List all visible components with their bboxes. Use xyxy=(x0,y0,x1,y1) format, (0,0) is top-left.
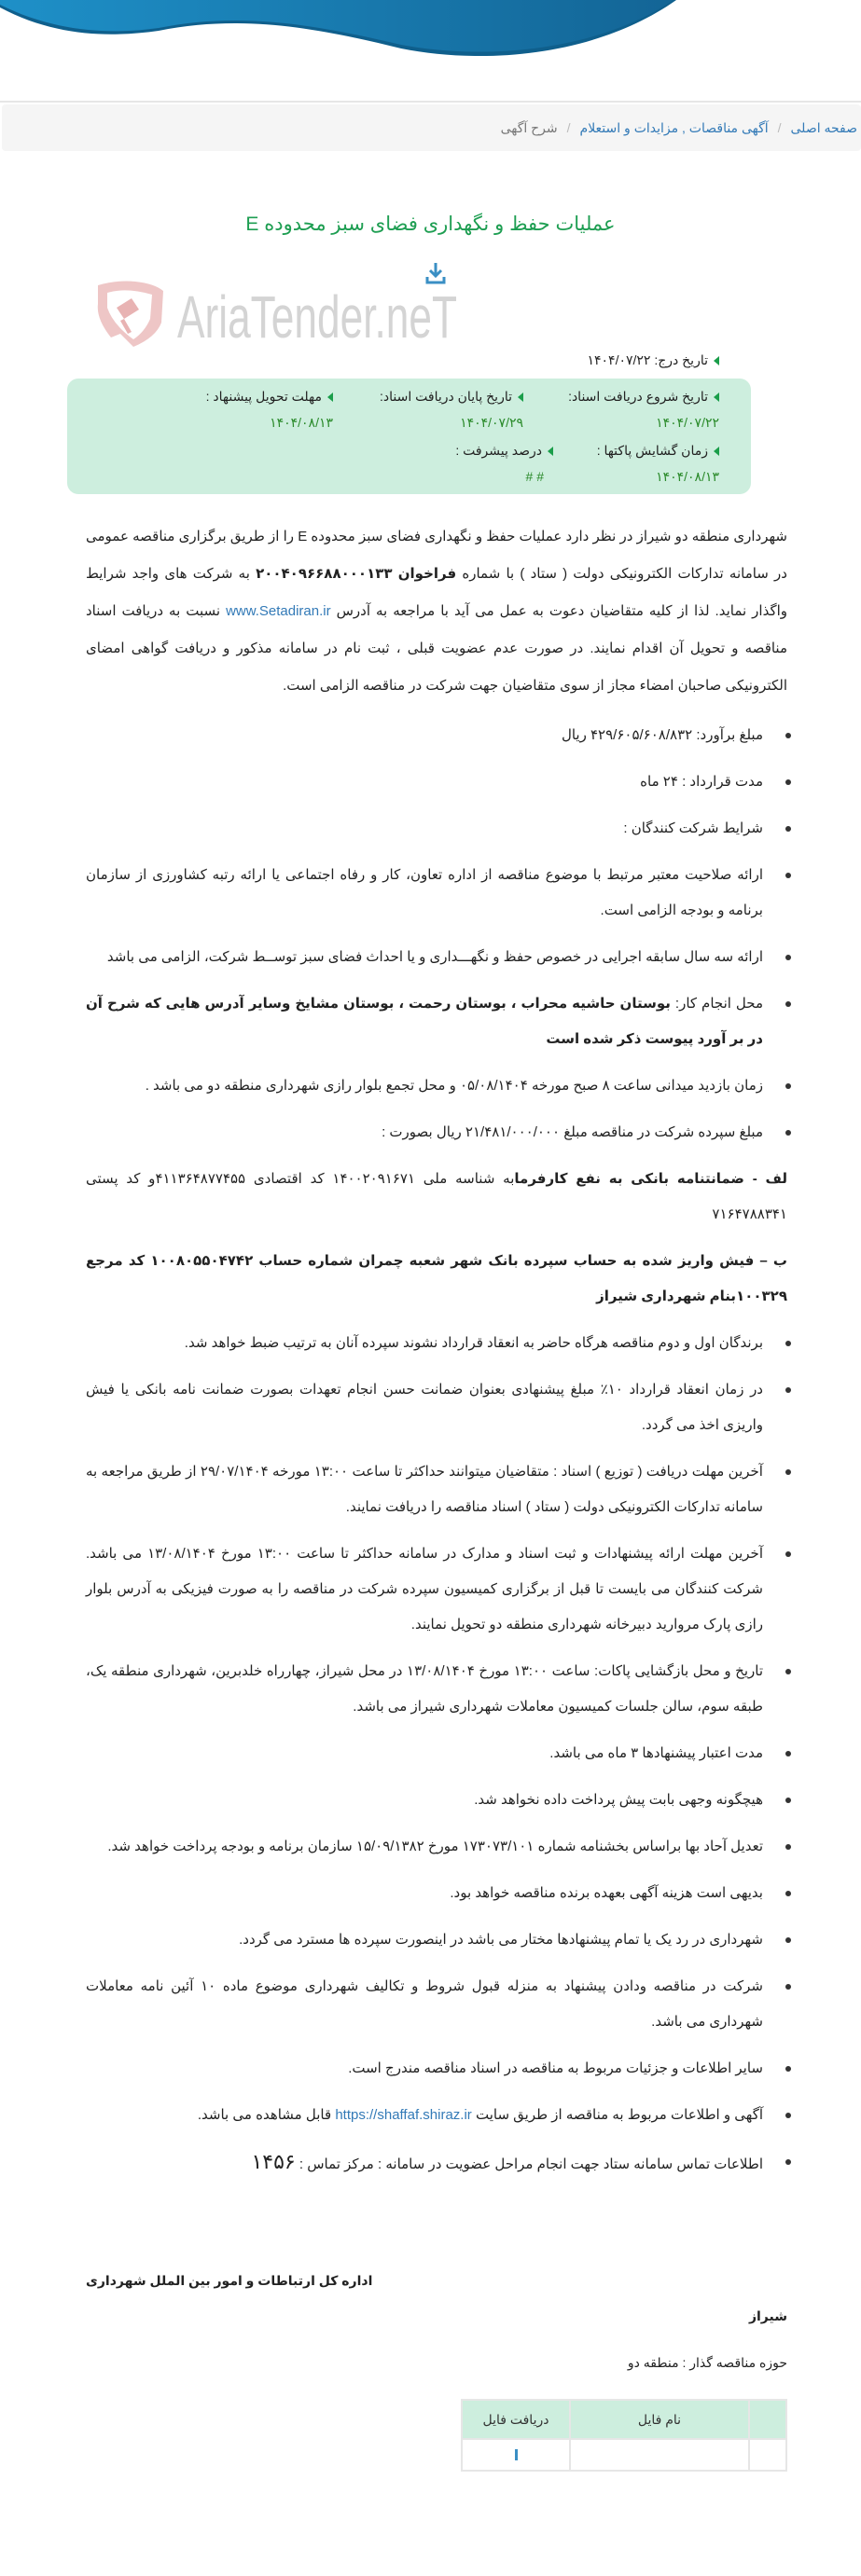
item-text: ارائه سه سال سابقه اجرایی در خصوص حفظ و نگهـــداری و یا احداث فضای سبز توســط شرکت، الزامی می باشد xyxy=(106,949,763,965)
item-text: لف - ضمانتنامه بانکی به نفع کارفرما xyxy=(514,1171,787,1187)
external-link[interactable]: https://shaffaf.shiraz.ir xyxy=(335,2107,472,2123)
doc-start-value: ۱۴۰۴/۰۷/۲۲ xyxy=(656,415,719,430)
opening-label: زمان گشایش پاکتها : xyxy=(596,443,708,458)
files-table-header xyxy=(462,2400,786,2439)
list-item xyxy=(86,2051,804,2087)
item-text: بوستان حاشیه محراب ، بوستان رحمت ، بوستان مشایخ وسایر آدرس هایی که شرح آن در بر آورد پیوست ذکر شده است xyxy=(86,996,763,1047)
list-item xyxy=(86,2144,804,2183)
list-item xyxy=(86,1454,804,1525)
list-item xyxy=(86,858,804,929)
doc-start-date xyxy=(568,388,719,431)
bid-deadline-label: مهلت تحویل پیشنهاد : xyxy=(205,389,322,404)
watermark-text: AriaTender.neT xyxy=(177,283,457,351)
list-item xyxy=(86,1326,804,1361)
item-text: هیچگونه وجهی بابت پیش پرداخت داده نخواهد شد. xyxy=(474,1792,763,1808)
list-item xyxy=(86,1876,804,1911)
item-text: تاریخ و محل بازگشایی پاکات: ساعت ۱۳:۰۰ مورخ ۱۳/۰۸/۱۴۰۴ در محل شیراز، چهارراه خلدبرین، شهرداری منطقه یک، طبقه سوم، سالن جلسات کمیسیون معاملات شهرداری شیراز می باشد. xyxy=(86,1663,764,1715)
item-text: محل انجام کار: xyxy=(670,996,763,1012)
item-text: آخرین مهلت ارائه پیشنهادات و ثبت اسناد و مدارک در سامانه حداکثر تا ساعت ۱۳:۰۰ مورخ ۱۳/۰۸/۱۴۰۴ می باشد. شرکت کنندگان می بایست تا قبل از برگزاری کمیسیون سپرده شرکت در مناقصه را به صورت فیزیکی به آدرس بلوار رازی پارک مروارید دبیرخانه شهرداری منطقه دو تحویل نمایند. xyxy=(86,1546,763,1632)
item-text: برندگان اول و دوم مناقصه هرگاه حاضر به انعقاد قرارداد نشوند سپرده آنان به ترتیب ضبط خواهد شد. xyxy=(184,1335,763,1351)
list-item xyxy=(86,765,804,800)
item-text: ارائه صلاحیت معتبر مرتبط با موضوع مناقصه از اداره تعاون، کار و رفاه اجتماعی یا ارائه رتبه کشاورزی از سازمان برنامه و بودجه الزامی است. xyxy=(86,867,763,918)
table-row xyxy=(462,2439,786,2471)
opening-date xyxy=(597,442,719,485)
list-item xyxy=(86,1536,804,1643)
download-icon[interactable] xyxy=(515,2449,518,2460)
posted-date-label: تاریخ درج: xyxy=(654,352,708,367)
item-text: به شناسه ملی ۱۴۰۰۲۰۹۱۶۷۱ کد اقتصادی ۴۱۱۳۶۴۸۷۷۴۵۵و کد پستی ۷۱۶۴۷۸۸۳۴۱ xyxy=(86,1171,787,1222)
files-table xyxy=(461,2399,787,2472)
list-item xyxy=(86,1783,804,1818)
list-item xyxy=(86,1969,804,2040)
call-number: فراخوان ۲۰۰۴۰۹۶۶۸۸۰۰۰۱۳۳ xyxy=(256,566,457,582)
file-name xyxy=(570,2439,749,2471)
header-divider xyxy=(0,101,861,103)
item-text: شرکت در مناقصه ودادن پیشنهاد به منزله قبول شروط و تکالیف شهرداری موضوع ماده ۱۰ آئین نامه معاملات شهرداری می باشد. xyxy=(86,1978,763,2030)
file-download[interactable] xyxy=(462,2439,570,2471)
breadcrumb-home-link[interactable]: صفحه اصلی xyxy=(790,120,857,135)
setadiran-link[interactable]: www.Setadiran.ir xyxy=(226,603,331,619)
list-item xyxy=(86,2098,804,2133)
deposit-option-paragraph xyxy=(86,1244,804,1315)
conditions-list xyxy=(86,718,804,2183)
item-text: در زمان انعقاد قرارداد ۱۰٪ مبلغ پیشنهادی بعنوان ضمانت حسن انجام تعهدات بصورت ضمانت نامه بانکی یا فیش واریزی اخذ می گردد. xyxy=(86,1382,763,1433)
tender-zone: حوزه مناقصه گذار : منطقه دو xyxy=(627,2355,787,2370)
breadcrumb-section-link[interactable]: آگهی مناقصات , مزایدات و استعلام xyxy=(579,120,769,135)
col-index xyxy=(749,2400,786,2439)
list-item xyxy=(86,1372,804,1443)
list-item xyxy=(86,1736,804,1771)
item-text: مبلغ سپرده شرکت در مناقصه مبلغ ۲۱/۴۸۱/۰۰۰/۰۰۰ ریال بصورت : xyxy=(382,1124,763,1140)
item-text: سایر اطلاعات و جزئیات مربوط به مناقصه در اسناد مناقصه مندرج است. xyxy=(348,2060,763,2076)
posted-date-value: ۱۴۰۴/۰۷/۲۲ xyxy=(587,352,651,367)
intro-paragraph xyxy=(86,518,804,705)
list-item xyxy=(86,1115,804,1150)
list-item xyxy=(86,1068,804,1104)
item-text: شرایط شرکت کنندگان : xyxy=(623,820,763,836)
list-item xyxy=(86,1654,804,1725)
item-text: مدت اعتبار پیشنهادها ۳ ماه می باشد. xyxy=(549,1745,763,1761)
list-item xyxy=(86,718,804,753)
doc-end-date xyxy=(380,388,523,431)
announcement-body xyxy=(86,518,804,2472)
breadcrumb-separator: / xyxy=(566,120,571,135)
progress-percent xyxy=(455,442,553,485)
doc-start-label: تاریخ شروع دریافت اسناد: xyxy=(568,389,708,404)
deposit-option-paragraph xyxy=(86,1162,804,1233)
bid-deadline xyxy=(206,388,333,431)
call-center-number: ۱۴۵۶ xyxy=(251,2150,296,2173)
caret-left-icon xyxy=(714,447,719,456)
caret-left-icon xyxy=(518,393,523,402)
doc-end-label: تاریخ پایان دریافت اسناد: xyxy=(380,389,512,404)
bid-deadline-value: ۱۴۰۴/۰۸/۱۳ xyxy=(270,415,333,430)
col-file-download: دریافت فایل xyxy=(462,2400,570,2439)
caret-left-icon xyxy=(327,393,333,402)
progress-value: # # xyxy=(525,469,544,484)
list-item xyxy=(86,986,804,1057)
intro-text: به شرکت های واجد شرایط واگذار نماید. لذا از کلیه متقاضیان دعوت به عمل می آید با مراجعه به آدرس xyxy=(86,566,788,619)
item-text: شهرداری در رد یک یا تمام پیشنهادها مختار می باشد در اینصورت سپرده ها مسترد می گردد. xyxy=(239,1932,763,1948)
item-text: مدت قرارداد : ۲۴ ماه xyxy=(640,774,763,790)
header-wave-decoration xyxy=(0,0,861,65)
item-text: ب – فیش واریز شده به حساب سپرده بانک شهر شعبه چمران شماره حساب ۱۰۰۸۰۵۵۰۴۷۴۲ کد مرجع ۱۰۰۳۲۹بنام شهرداری شیراز xyxy=(86,1253,787,1304)
item-text: اطلاعات تماس سامانه ستاد جهت انجام مراحل عضویت در سامانه : مرکز تماس : xyxy=(295,2156,763,2172)
caret-left-icon xyxy=(714,393,719,402)
posted-date xyxy=(588,352,720,368)
list-item xyxy=(86,811,804,847)
doc-end-value: ۱۴۰۴/۰۷/۲۹ xyxy=(460,415,523,430)
list-item xyxy=(86,1829,804,1865)
list-item xyxy=(86,940,804,975)
item-text: تعدیل آحاد بها براساس بخشنامه شماره ۱۷۳۰۷۳/۱۰۱ مورخ ۱۵/۰۹/۱۳۸۲ سازمان برنامه و بودجه پرداخت خواهد شد. xyxy=(107,1839,763,1854)
intro-text: شهرداری منطقه دو شیراز در نظر دارد عملیات حفظ و نگهداری فضای سبز محدوده E را از طریق برگزاری مناقصه عمومی در سامانه تدارکات الکترونیکی دولت ( ستاد ) با شماره xyxy=(86,529,787,582)
file-index xyxy=(749,2439,786,2471)
progress-label: درصد پیشرفت : xyxy=(455,443,542,458)
breadcrumb-current: شرح آگهی xyxy=(500,120,558,135)
caret-left-icon xyxy=(714,356,719,365)
ariatender-watermark-logo xyxy=(89,280,536,351)
page-title: عملیات حفظ و نگهداری فضای سبز محدوده E xyxy=(245,214,616,235)
item-text: آخرین مهلت دریافت ( توزیع ) اسناد : متقاضیان میتوانند حداکثر تا ساعت ۱۳:۰۰ مورخه ۲۹/۰۷/۱۴۰۴ از طریق مراجعه به سامانه تدارکات الکترونیکی دولت ( ستاد ) اسناد مناقصه را دریافت نمایند. xyxy=(86,1464,763,1515)
col-file-name: نام فایل xyxy=(570,2400,749,2439)
breadcrumb xyxy=(2,104,861,151)
caret-left-icon xyxy=(548,447,553,456)
intro-text: نسبت به دریافت اسناد مناقصه و تحویل آن اقدام نمایند. در صورت عدم عضویت قبلی ، ثبت نام در سامانه مذکور و دریافت گواهی امضای الکترونیکی صاحبان امضاء مجاز از سوی متقاضیان جهت شرکت در مناقصه الزامی است. xyxy=(86,603,787,694)
signature-line2: شیراز xyxy=(748,2308,787,2323)
signature-line1: اداره کل ارتباطات و امور بین الملل شهرداری xyxy=(86,2273,373,2288)
item-text: مبلغ برآورد: ۴۲۹/۶۰۵/۶۰۸/۸۳۲ ریال xyxy=(561,727,763,743)
item-text: آگهی و اطلاعات مربوط به مناقصه از طریق سایت xyxy=(471,2107,763,2123)
item-text: زمان بازدید میدانی ساعت ۸ صبح مورخه ۰۵/۰۸/۱۴۰۴ و محل تجمع بلوار رازی شهرداری منطقه دو می باشد . xyxy=(145,1078,763,1094)
breadcrumb-separator: / xyxy=(777,120,782,135)
list-item xyxy=(86,1922,804,1958)
item-text: بدیهی است هزینه آگهی بعهده برنده مناقصه خواهد بود. xyxy=(450,1885,763,1901)
item-text: قابل مشاهده می باشد. xyxy=(197,2107,336,2123)
opening-value: ۱۴۰۴/۰۸/۱۳ xyxy=(656,469,719,484)
